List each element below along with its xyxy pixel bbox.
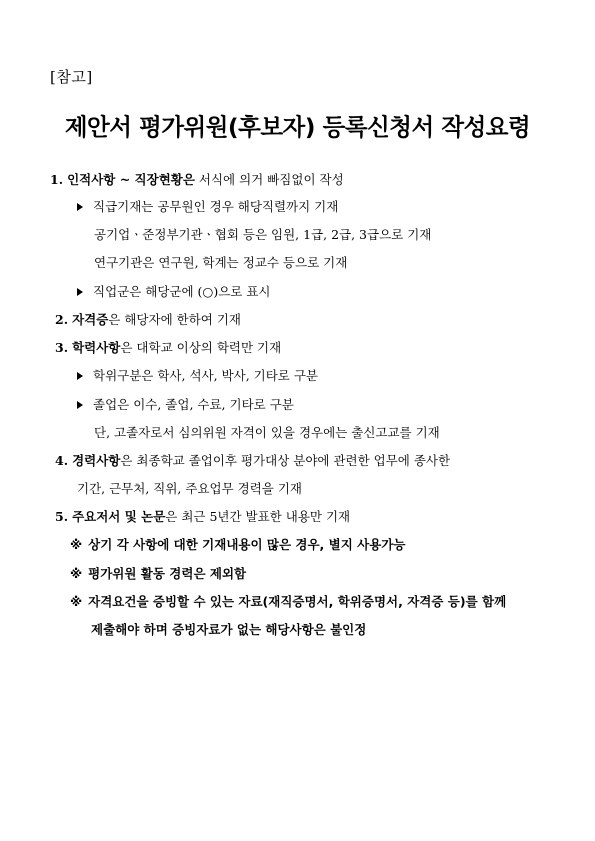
note-2-text: 평가위원 활동 경력은 제외함 — [88, 566, 247, 581]
note-3-continuation: 제출해야 하며 증빙자료가 없는 해당사항은 불인정 — [91, 622, 367, 637]
item-5-text: 은 최근 5년간 발표한 내용만 기재 — [165, 509, 351, 524]
item-1-number: 1. — [50, 172, 64, 187]
bullet-triangle-icon — [77, 203, 83, 211]
item-4-number: 4. — [55, 453, 69, 468]
item-3-heading: 학력사항 — [72, 340, 121, 355]
bullet-triangle-icon — [77, 401, 83, 409]
item-1-text: 서식에 의거 빠짐없이 작성 — [194, 172, 344, 187]
note-2 — [70, 566, 246, 582]
item-1-bullet-2 — [77, 284, 270, 300]
item-2-text: 은 해당자에 한하여 기재 — [108, 312, 241, 327]
note-1 — [70, 537, 405, 553]
bullet-triangle-icon — [77, 288, 83, 296]
item-1-heading: 인적사항 ~ 직장현황은 — [67, 172, 195, 187]
bullet-triangle-icon — [77, 372, 83, 380]
item-1-bullet-1-text: 직급기재는 공무원인 경우 해당직렬까지 기재 — [93, 199, 339, 214]
note-3-text: 자격요건을 증빙할 수 있는 자료(재직증명서, 학위증명서, 자격증 등)를 함께 — [88, 594, 507, 609]
item-3-bullet-1 — [77, 368, 318, 384]
item-3-number: 3. — [55, 340, 69, 355]
item-1-bullet-1-continuation-2: 연구기관은 연구원, 학계는 정교수 등으로 기재 — [94, 255, 348, 270]
item-4-continuation: 기간, 근무처, 직위, 주요업무 경력을 기재 — [77, 481, 302, 496]
item-1-bullet-2-text: 직업군은 해당군에 (○)으로 표시 — [93, 284, 271, 299]
reference-tag: [참고] — [50, 68, 93, 86]
item-3 — [55, 340, 281, 356]
item-5 — [55, 509, 350, 525]
reference-mark-icon: ※ — [70, 594, 83, 609]
item-4 — [55, 453, 450, 469]
item-2 — [55, 312, 241, 328]
item-1-bullet-1-continuation-1: 공기업ㆍ준정부기관ㆍ협회 등은 임원, 1급, 2급, 3급으로 기재 — [94, 227, 432, 242]
item-4-heading: 경력사항 — [72, 453, 121, 468]
item-1-bullet-1 — [77, 199, 338, 215]
item-5-number: 5. — [55, 509, 69, 524]
note-1-text: 상기 각 사항에 대한 기재내용이 많은 경우, 별지 사용가능 — [88, 537, 406, 552]
reference-mark-icon: ※ — [70, 537, 83, 552]
page-title: 제안서 평가위원(후보자) 등록신청서 작성요령 — [64, 113, 531, 141]
item-3-bullet-1-text: 학위구분은 학사, 석사, 박사, 기타로 구분 — [93, 368, 318, 383]
item-5-heading: 주요저서 및 논문 — [72, 509, 166, 524]
item-3-bullet-2-continuation: 단, 고졸자로서 심의위원 자격이 있을 경우에는 출신고교를 기재 — [94, 425, 440, 440]
reference-mark-icon: ※ — [70, 566, 83, 581]
item-3-text: 은 대학교 이상의 학력만 기재 — [120, 340, 282, 355]
item-3-bullet-2 — [77, 397, 294, 413]
item-3-bullet-2-text: 졸업은 이수, 졸업, 수료, 기타로 구분 — [93, 397, 294, 412]
item-2-number: 2. — [55, 312, 69, 327]
item-4-text: 은 최종학교 졸업이후 평가대상 분야에 관련한 업무에 종사한 — [120, 453, 451, 468]
note-3 — [70, 594, 506, 610]
item-2-heading: 자격증 — [72, 312, 109, 327]
item-1 — [50, 172, 344, 188]
